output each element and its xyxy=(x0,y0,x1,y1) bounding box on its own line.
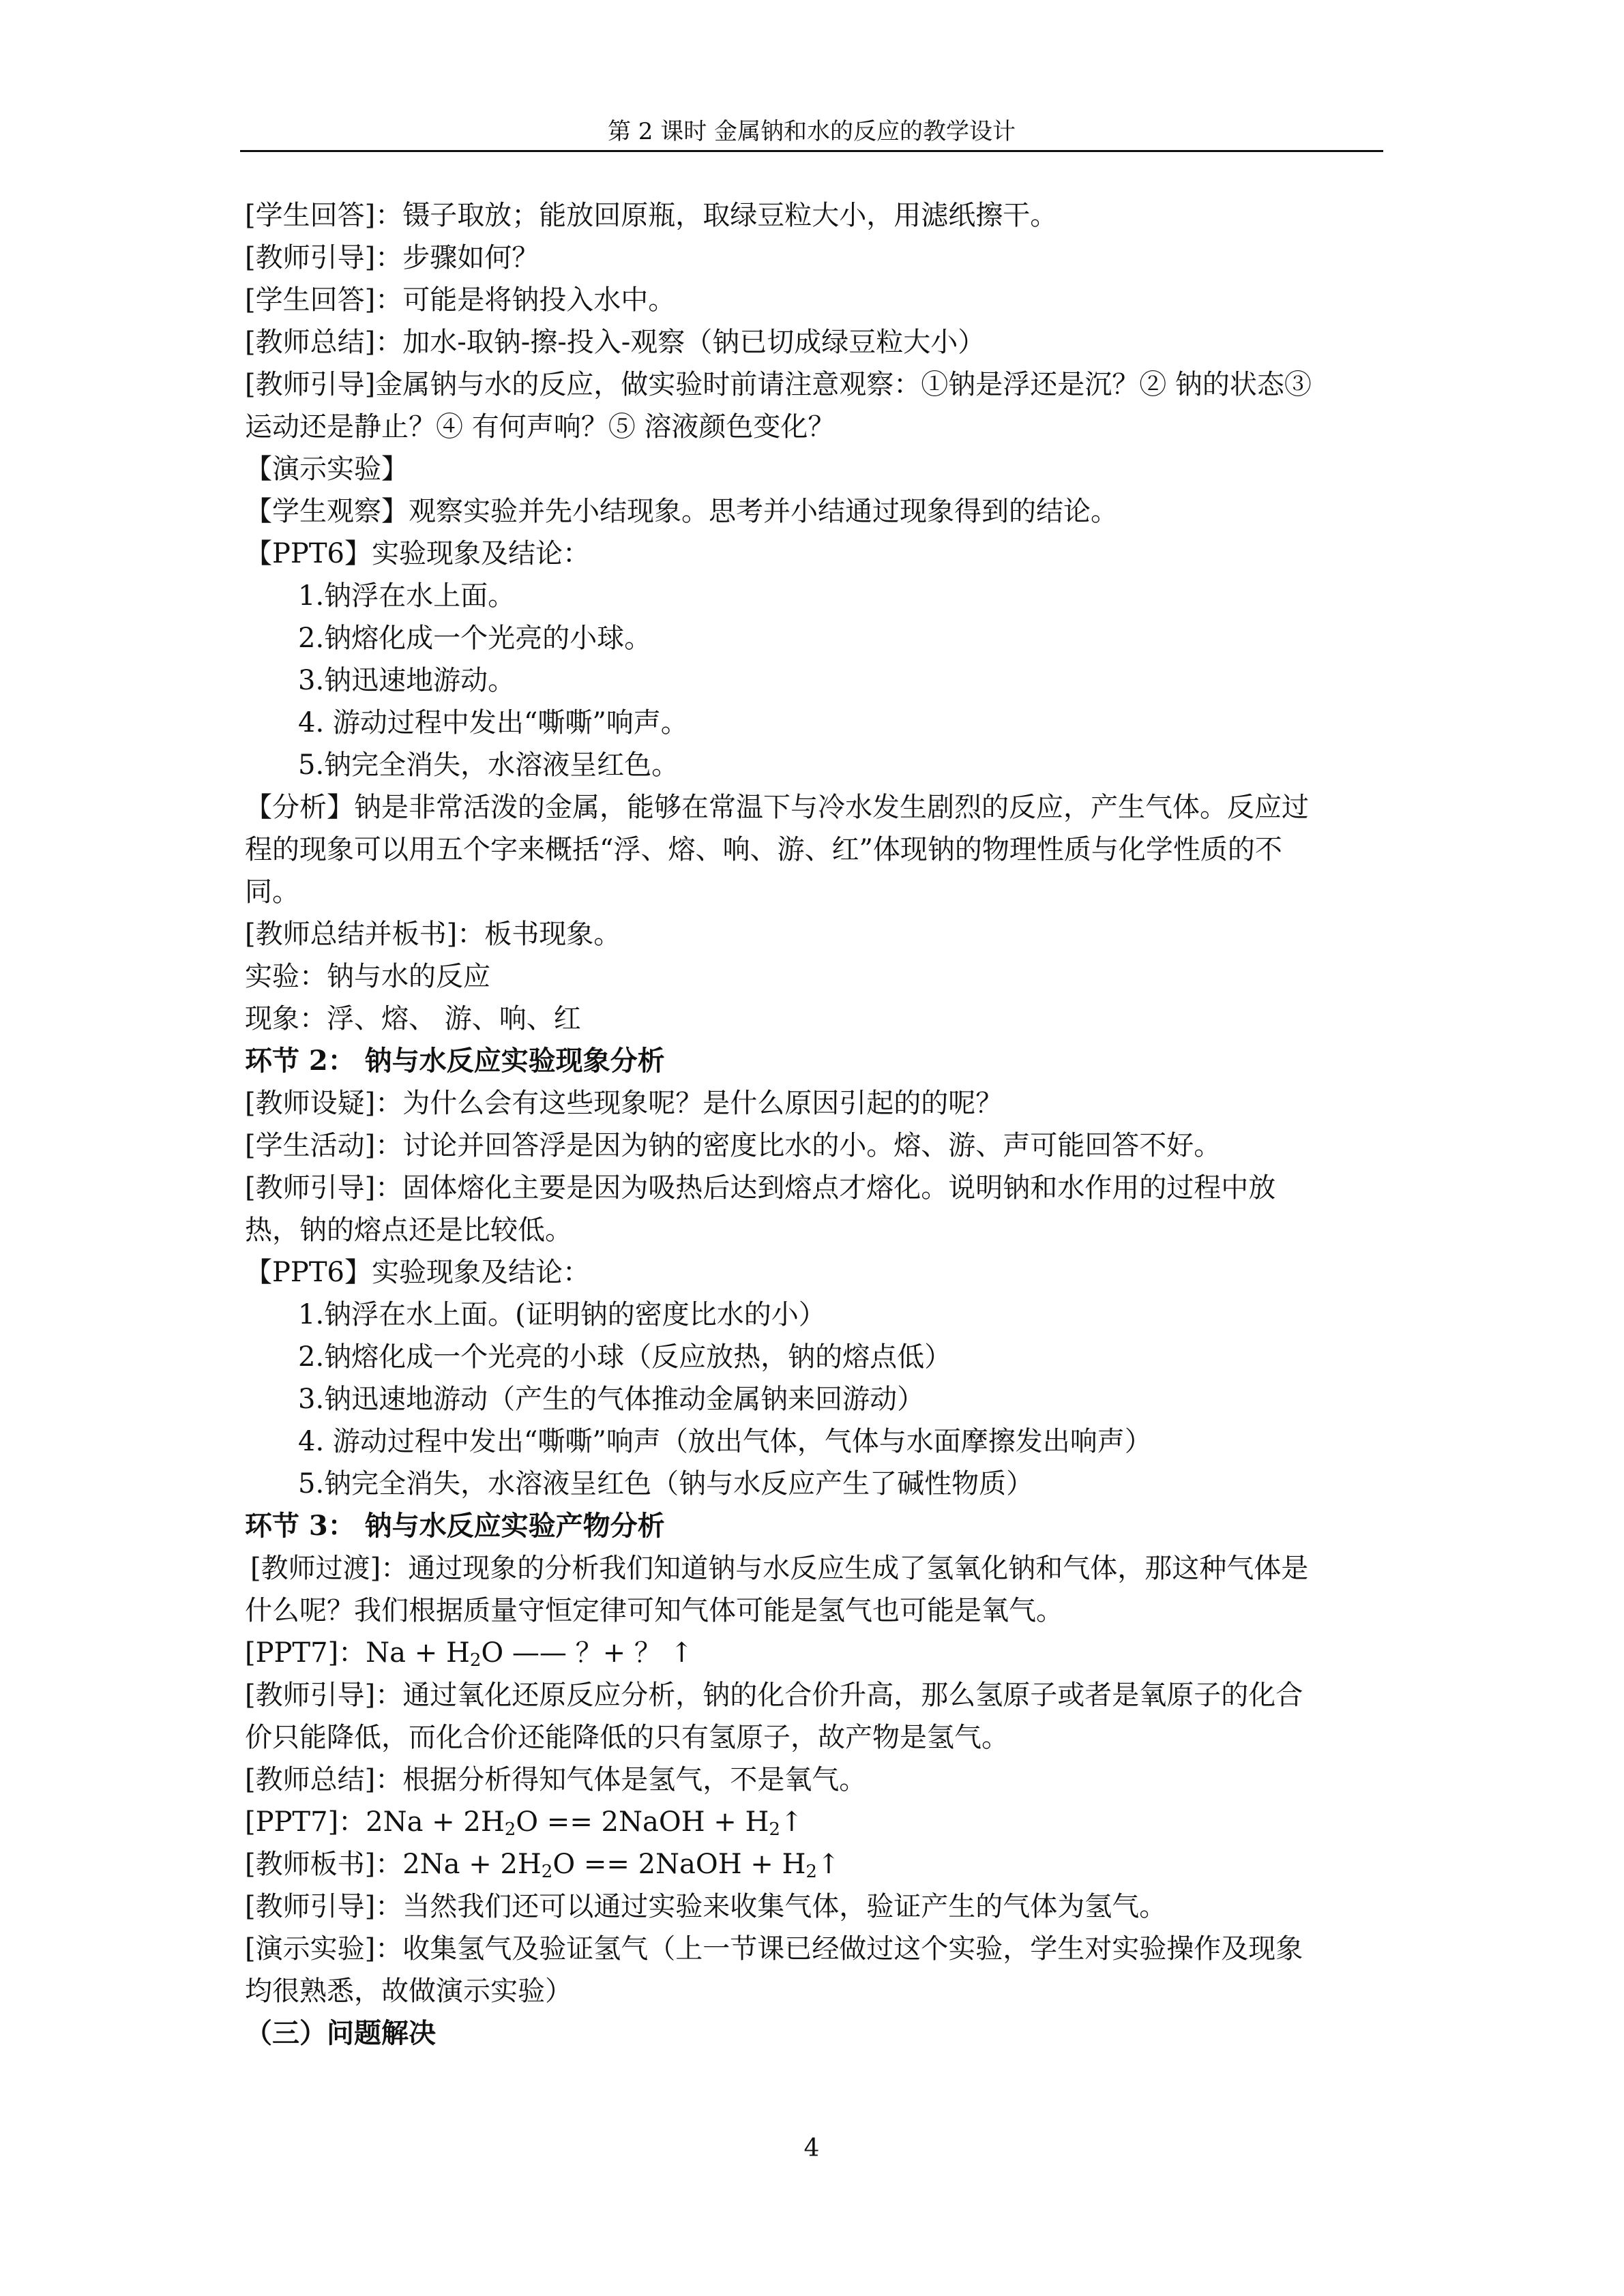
list-item: 2.钠熔化成一个光亮的小球。 xyxy=(298,623,652,654)
equation-text: [PPT7]：Na + H xyxy=(245,1637,470,1669)
text-line: [教师引导]：通过氧化还原反应分析，钠的化合价升高，那么氢原子或者是氧原子的化合 xyxy=(245,1680,1303,1711)
running-header: 第 2 课时 金属钠和水的反应的教学设计 xyxy=(607,118,1016,145)
list-item: 3.钠迅速地游动（产生的气体推动金属钠来回游动） xyxy=(298,1384,925,1415)
text-line: [学生活动]：讨论并回答浮是因为钠的密度比水的小。熔、游、声可能回答不好。 xyxy=(245,1130,1222,1161)
text-line: [教师过渡]：通过现象的分析我们知道钠与水反应生成了氢氧化钠和气体，那这种气体是 xyxy=(250,1553,1309,1584)
subscript: 2 xyxy=(469,1650,482,1671)
text-line: 运动还是静止？④ 有何声响？⑤ 溶液颜色变化？ xyxy=(245,411,836,443)
text-line: [教师引导]：固体熔化主要是因为吸热后达到熔点才熔化。说明钠和水作用的过程中放 xyxy=(245,1172,1276,1204)
list-item: 3.钠迅速地游动。 xyxy=(298,665,516,696)
text-line: [教师总结]：根据分析得知气体是氢气，不是氧气。 xyxy=(245,1764,867,1795)
text-line: [教师设疑]：为什么会有这些现象呢？是什么原因引起的的呢？ xyxy=(245,1088,1003,1119)
body-text xyxy=(245,194,1384,2055)
equation-line xyxy=(245,1801,1384,1843)
text-line: [演示实验]：收集氢气及验证氢气（上一节课已经做过这个实验，学生对实验操作及现象 xyxy=(245,1933,1303,1965)
text-line: [教师总结]：加水-取钠-擦-投入-观察（钠已切成绿豆粒大小） xyxy=(245,327,986,358)
text-line: 什么呢？我们根据质量守恒定律可知气体可能是氢气也可能是氧气。 xyxy=(245,1595,1063,1626)
list-item: 5.钠完全消失，水溶液呈红色。 xyxy=(298,749,679,781)
text-line: [学生回答]：镊子取放；能放回原瓶，取绿豆粒大小，用滤纸擦干。 xyxy=(245,200,1058,231)
text-line: 【演示实验】 xyxy=(245,453,409,485)
text-line: 【PPT6】实验现象及结论： xyxy=(245,1257,590,1288)
text-line: [教师总结并板书]：板书现象。 xyxy=(245,919,621,950)
section-heading: （三）问题解决 xyxy=(245,2017,436,2049)
text-line: 实验：钠与水的反应 xyxy=(245,961,490,992)
text-line: 价只能降低，而化合价还能降低的只有氢原子，故产物是氢气。 xyxy=(245,1722,1009,1753)
text-line: 【PPT6】实验现象及结论： xyxy=(245,538,590,569)
list-item: 1.钠浮在水上面。 xyxy=(298,580,516,612)
text-line: 【学生观察】观察实验并先小结现象。思考并小结通过现象得到的结论。 xyxy=(245,496,1118,527)
equation-text: O —— ？+ ？ ↑ xyxy=(481,1637,694,1669)
page-number: 4 xyxy=(803,2134,820,2162)
text-line: [教师引导]：步骤如何？ xyxy=(245,242,540,273)
text-line: 热，钠的熔点还是比较低。 xyxy=(245,1214,572,1246)
equation-text: [教师板书]：2Na + 2H xyxy=(245,1849,542,1880)
subscript: 2 xyxy=(806,1862,817,1882)
text-line: [学生回答]：可能是将钠投入水中。 xyxy=(245,284,676,316)
subscript: 2 xyxy=(504,1819,516,1840)
equation-text: [PPT7]：2Na + 2H xyxy=(245,1806,505,1838)
equation-text: ↑ xyxy=(816,1849,840,1880)
text-line: [教师引导]：当然我们还可以通过实验来收集气体，验证产生的气体为氢气。 xyxy=(245,1891,1167,1922)
section-heading: 环节 3： 钠与水反应实验产物分析 xyxy=(245,1510,665,1542)
text-line: 同。 xyxy=(245,876,299,908)
list-item: 1.钠浮在水上面。(证明钠的密度比水的小） xyxy=(298,1299,826,1330)
equation-text: O == 2NaOH + H xyxy=(516,1806,769,1838)
equation-line xyxy=(245,1843,1384,1885)
subscript: 2 xyxy=(769,1819,780,1840)
list-item: 5.钠完全消失，水溶液呈红色（钠与水反应产生了碱性物质） xyxy=(298,1468,1034,1500)
list-item: 4. 游动过程中发出“嘶嘶”响声（放出气体，气体与水面摩擦发出响声） xyxy=(298,1426,1152,1457)
equation-text: ↑ xyxy=(780,1806,803,1838)
list-item: 4. 游动过程中发出“嘶嘶”响声。 xyxy=(298,707,688,739)
list-item: 2.钠熔化成一个光亮的小球（反应放热，钠的熔点低） xyxy=(298,1341,952,1373)
text-line: 程的现象可以用五个字来概括“浮、熔、响、游、红”体现钠的物理性质与化学性质的不 xyxy=(245,834,1282,865)
section-heading: 环节 2： 钠与水反应实验现象分析 xyxy=(245,1045,665,1077)
equation-line xyxy=(245,1632,1384,1674)
text-line: 现象：浮、熔、 游、响、红 xyxy=(245,1003,581,1034)
equation-text: O == 2NaOH + H xyxy=(552,1849,806,1880)
text-line: 【分析】钠是非常活泼的金属，能够在常温下与冷水发生剧烈的反应，产生气体。反应过 xyxy=(245,792,1309,823)
subscript: 2 xyxy=(541,1862,553,1882)
text-line: 均很熟悉，故做演示实验） xyxy=(245,1976,572,2007)
text-line: [教师引导]金属钠与水的反应，做实验时前请注意观察：①钠是浮还是沉？② 钠的状态③ xyxy=(245,369,1312,400)
header-divider xyxy=(240,150,1383,152)
